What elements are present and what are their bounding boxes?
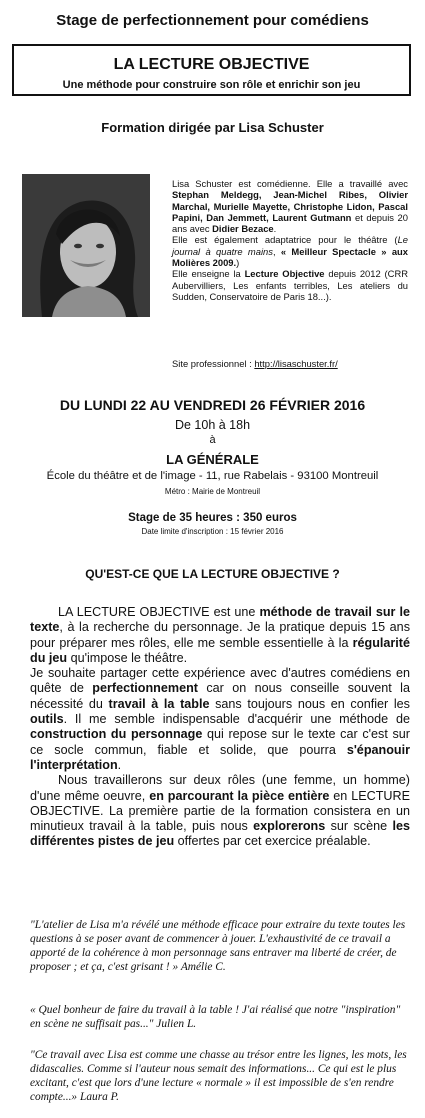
site-link[interactable]: http://lisaschuster.fr/ [254, 358, 338, 369]
portrait-photo [22, 174, 150, 317]
bio-paragraph-2 [172, 234, 408, 268]
bio-bezace: Didier Bezace [212, 223, 274, 235]
venue-name: LA GÉNÉRALE [166, 452, 259, 467]
body-span: LA LECTURE OBJECTIVE est une [58, 605, 260, 619]
body-paragraph-1 [30, 605, 410, 666]
section-question: QU'EST-CE QUE LA LECTURE OBJECTIVE ? [85, 567, 340, 581]
body-bold: les différentes pistes de jeu [30, 819, 410, 849]
bio-text-span: ) [236, 257, 240, 269]
bio-play-title: Le journal à quatre mains [172, 234, 408, 257]
body-bold: perfectionnement [92, 681, 198, 696]
body-span: sans toujours nous en confier les [209, 696, 410, 711]
body-span: Nous travaillerons sur deux rôles (une femme, un homme) d'une même oeuvre, [30, 773, 410, 803]
venue-address: École du théâtre et de l'image - 11, rue Rabelais - 93100 Montreuil [46, 470, 379, 482]
portrait-image [22, 174, 150, 317]
body-paragraph-2 [30, 666, 410, 773]
body-span: Je souhaite partager cette expérience avec d'autres comédiens en quête de [30, 666, 410, 696]
quote-3: "Ce travail avec Lisa est comme une chasse au trésor entre les lignes, les mots, les didascalies. Comme si l'auteur nous semait des informations... Ce qui est le plus excitant, c'est que lors d'une lecture « normale » il est impossible de s'en rendre compte...» Laura P. [30, 1049, 407, 1103]
body-span: sur scène [325, 819, 393, 834]
quote-2: « Quel bonheur de faire du travail à la table ! J'ai réalisé que notre "inspiration" en scène ne suffisait pas..." Julien L. [30, 1004, 401, 1030]
bio-text-span: Elle enseigne la [172, 268, 245, 280]
box-title: LA LECTURE OBJECTIVE [113, 56, 310, 73]
venue-metro: Métro : Mairie de Montreuil [164, 487, 261, 496]
body-bold: méthode de travail sur le texte [30, 605, 410, 635]
bio-text-span: Elle est également adaptatrice pour le théâtre ( [172, 234, 398, 246]
bio-text [172, 178, 408, 302]
deadline-line: Date limite d'inscription : 15 février 2016 [141, 527, 284, 536]
body-span: offertes par cet exercice préalable. [174, 834, 371, 849]
bio-prize: « Meilleur Spectacle » aux Molières 2009. [172, 245, 408, 269]
body-bold: s'épanouir l'interprétation [30, 742, 410, 772]
body-bold: travail à la table [108, 696, 210, 711]
stage-title: Stage de perfectionnement pour comédiens [56, 12, 369, 29]
body-span: qui repose sur le texte car c'est sur ce socle commun, fiable et solide, que pourra [30, 727, 410, 757]
title-box [12, 44, 411, 96]
body-span: . [117, 757, 122, 772]
box-subtitle: Une méthode pour construire son rôle et enrichir son jeu [62, 79, 361, 91]
bio-paragraph-1 [172, 178, 408, 234]
body-span: en LECTURE OBJECTIVE. La première partie de la formation consistera en un minutieux travail à la table, puis nous [30, 788, 410, 834]
event-hours: De 10h à 18h [174, 418, 251, 432]
price-line: Stage de 35 heures : 350 euros [128, 512, 297, 524]
bio-paragraph-3 [172, 268, 408, 302]
event-a: à [209, 434, 216, 446]
body-span: car on nous conseille souvent la nécessité du [30, 681, 410, 711]
bio-text-span: et depuis 20 ans avec [172, 211, 408, 235]
body-bold: régularité du jeu [30, 635, 410, 665]
website-line [172, 358, 408, 369]
body-span: qu'impose le théâtre. [67, 650, 188, 665]
body-bold: outils [30, 712, 64, 727]
bio-text-span: , [272, 245, 281, 257]
bio-text-span: Lisa Schuster est comédienne. Elle a travaillé avec [172, 178, 408, 189]
bio-text-span: . [273, 223, 277, 235]
bio-lecture-objective: Lecture Objective [244, 268, 325, 280]
body-span: , à la recherche du personnage. Je la pratique depuis 15 ans pour préparer mes rôles, elle me semble essentielle à la [30, 620, 410, 650]
body-bold: en parcourant la pièce entière [149, 788, 330, 803]
bio-names: Stephan Meldegg, Jean-Michel Ribes, Olivier Marchal, Murielle Mayette, Christophe Lidon, Pascal Papini, Dan Jemmett, Laurent Gutmann [172, 189, 408, 223]
event-dates: DU LUNDI 22 AU VENDREDI 26 FÉVRIER 2016 [59, 397, 366, 413]
site-label: Site professionnel : [172, 358, 255, 369]
body-bold: explorerons [253, 819, 326, 834]
body-bold: construction du personnage [30, 727, 203, 742]
body-paragraph-3 [30, 773, 410, 849]
formation-line: Formation dirigée par Lisa Schuster [101, 120, 324, 135]
bio-text-span: depuis 2012 (CRR Aubervilliers, Les enfants terribles, Les ateliers du Sudden, Conservatoire de Paris 18...). [172, 268, 408, 302]
body-text [30, 605, 410, 850]
body-span: . Il me semble indispensable d'acquérir une méthode de [63, 712, 410, 727]
quote-1: "L'atelier de Lisa m'a révélé une méthode efficace pour extraire du texte toutes les questions à se poser avant de commencer à jouer. L'exhaustivité de ce travail a apporté de la cohérence à mon personnage sans entraver ma liberté de créer, de proposer ; et ça, c'est grisant ! » Amélie C. [30, 919, 406, 973]
